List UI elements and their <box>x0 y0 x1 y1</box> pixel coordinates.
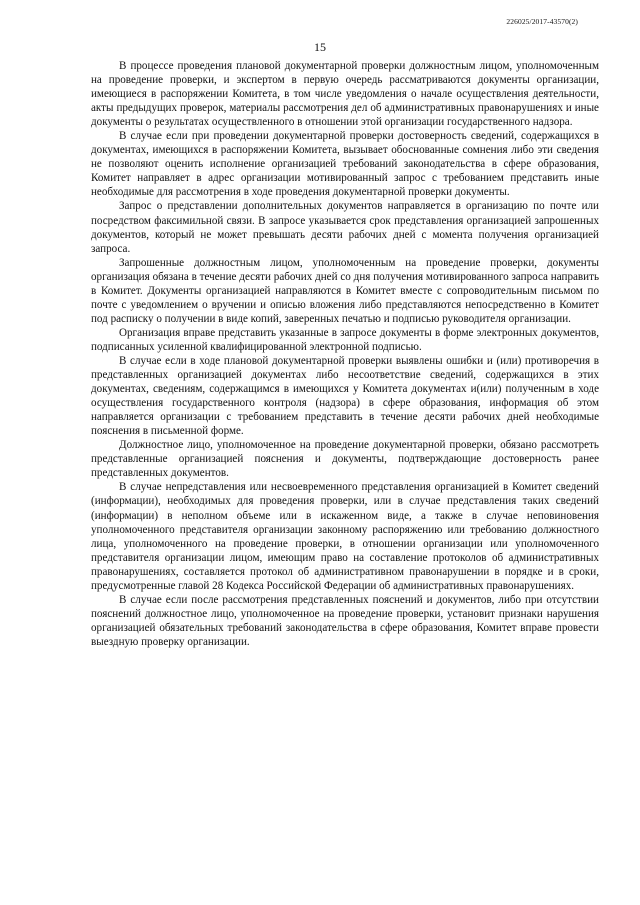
paragraph: В случае непредставления или несвоевременного представления организацией в Комитет сведений (информации), необходимых для проведения проверки, или в случае представления таких сведений (информации) в неполном объеме или в искаженном виде, а также в случае неповиновения уполномоченного представителя организации законному распоряжению или требованию должностного лица, уполномоченного на проведение проверки, в отношении организации или уполномоченного представителя организации лицом, имеющим право на составление протоколов об административных правонарушениях, составляется протокол об административном правонарушении в порядке и в сроки, предусмотренные главой 28 Кодекса Российской Федерации об административных правонарушениях. <box>91 481 599 592</box>
paragraph: В случае если после рассмотрения представленных пояснений и документов, либо при отсутствии пояснений должностное лицо, уполномоченное на проведение проверки, установит признаки нарушения организацией обязательных требований законодательства в сфере образования, Комитет вправе провести выездную проверку организации. <box>91 593 599 648</box>
paragraph: В процессе проведения плановой документарной проверки должностным лицом, уполномоченным на проведение проверки, и экспертом в первую очередь рассматриваются документы организации, имеющиеся в распоряжении Комитета, в том числе уведомления о начале осуществления деятельности, акты предыдущих проверок, материалы рассмотрения дел об административных правонарушениях и иные документы о результатах осуществленного в отношении этой организации государственного надзора. <box>91 60 599 129</box>
paragraph: В случае если в ходе плановой документарной проверки выявлены ошибки и (или) противоречия в представленных организацией документах либо несоответствие сведений, содержащихся в этих документах, сведениям, содержащимся в имеющихся у Комитета документах и(или) полученным в ходе осуществления государственного контроля (надзора) в сфере образования, информация об этом направляется организации с требованием представить в течение десяти рабочих дней необходимые пояснения в письменной форме. <box>91 354 599 438</box>
paragraph: Запрос о представлении дополнительных документов направляется в организацию по почте или посредством факсимильной связи. В запросе указывается срок представления организацией запрошенных документов, который не может превышать десяти рабочих дней с момента получения организацией запроса. <box>91 200 599 255</box>
paragraph: В случае если при проведении документарной проверки достоверность сведений, содержащихся в документах, имеющихся в распоряжении Комитета, вызывает обоснованные сомнения либо эти сведения не позволяют оценить исполнение организацией требований законодательства в сфере образования, Комитет направляет в адрес организации мотивированный запрос с требованием представить иные необходимые для рассмотрения в ходе проведения документарной проверки документы. <box>91 130 599 199</box>
document-body <box>91 59 599 649</box>
page-number: 15 <box>314 40 326 54</box>
paragraph: Должностное лицо, уполномоченное на проведение документарной проверки, обязано рассмотреть представленные организацией пояснения и документы, подтверждающие достоверность ранее представленных документов. <box>91 439 599 480</box>
paragraph: Запрошенные должностным лицом, уполномоченным на проведение проверки, документы организация обязана в течение десяти рабочих дней со дня получения мотивированного запроса направить в Комитет. Документы организацией направляются в Комитет вместе с сопроводительным письмом по почте с уведомлением о вручении и описью вложения либо представляются непосредственно в Комитет под расписку о получении в виде копий, заверенных печатью и подписью руководителя организации. <box>91 256 599 325</box>
paragraph: Организация вправе представить указанные в запросе документы в форме электронных документов, подписанных усиленной квалифицированной электронной подписью. <box>91 326 599 353</box>
document-number: 226025/2017-43570(2) <box>506 17 578 26</box>
